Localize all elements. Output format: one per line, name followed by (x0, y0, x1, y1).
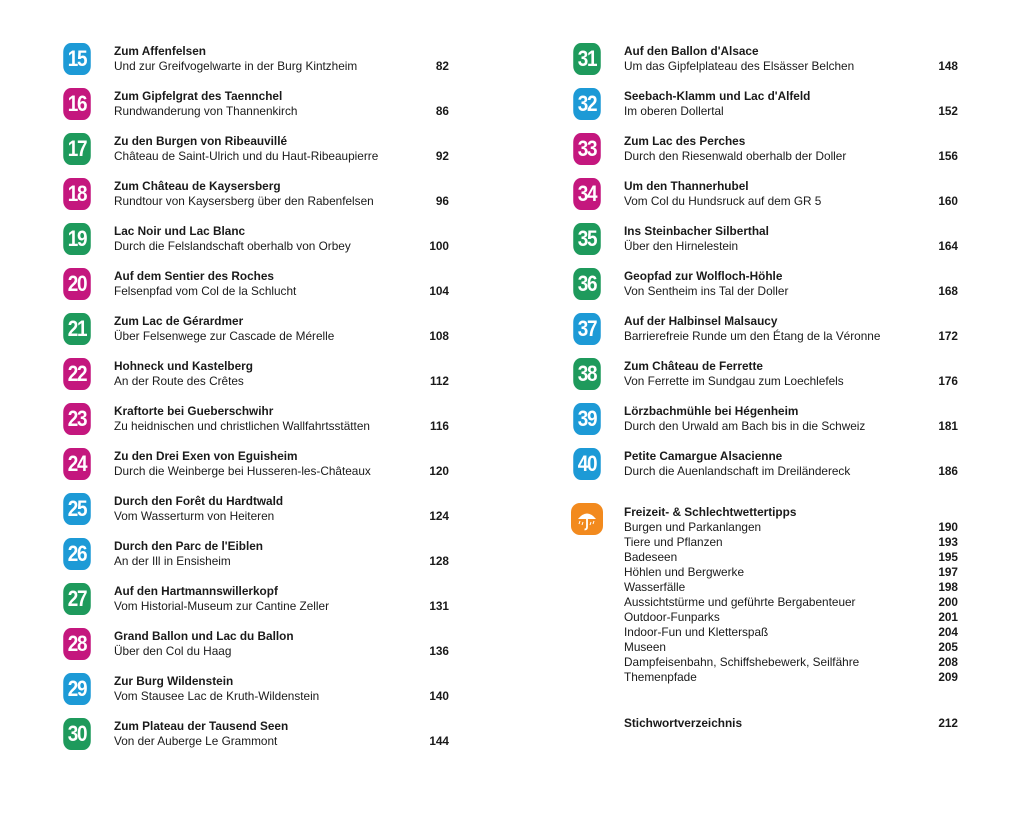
tour-subtitle: Durch den Riesenwald oberhalb der Doller (624, 149, 847, 163)
tour-page: 148 (938, 59, 958, 73)
tour-number-badge: 34 (573, 178, 601, 210)
tour-subtitle: An der Ill in Ensisheim (114, 554, 231, 568)
leisure-tip-label: Höhlen und Bergwerke (624, 565, 745, 579)
tour-page: 136 (429, 644, 449, 658)
leisure-tip-item[interactable] (624, 520, 958, 535)
tour-number-badge: 15 (63, 43, 91, 75)
tour-number-badge: 30 (63, 718, 91, 750)
leisure-tip-label: Outdoor-Funparks (624, 610, 720, 624)
leisure-tip-item[interactable] (624, 595, 958, 610)
tour-title: Auf der Halbinsel Malsaucy (624, 314, 778, 328)
tour-number-badge: 40 (573, 448, 601, 480)
tour-title: Ins Steinbacher Silberthal (624, 224, 769, 238)
tour-number-badge: 33 (573, 133, 601, 165)
tour-page: 82 (435, 59, 449, 73)
toc-entries-right (571, 41, 971, 491)
tour-subtitle: Vom Stausee Lac de Kruth-Wildenstein (114, 689, 320, 703)
tour-title: Durch den Parc de l'Eiblen (114, 539, 263, 553)
tour-subtitle: Im oberen Dollertal (624, 104, 724, 118)
tour-page: 186 (938, 464, 958, 478)
tour-title: Zu den Burgen von Ribeauvillé (114, 134, 288, 148)
tour-number-badge: 22 (63, 358, 91, 390)
leisure-tip-label: Museen (624, 640, 666, 654)
tour-number-badge: 31 (573, 43, 601, 75)
tour-subtitle: Vom Historial-Museum zur Cantine Zeller (114, 599, 330, 613)
toc-entry-21[interactable] (61, 311, 461, 356)
toc-entry-24[interactable] (61, 446, 461, 491)
toc-entry-38[interactable] (571, 356, 971, 401)
leisure-tip-item[interactable] (624, 640, 958, 655)
tour-number-badge: 35 (573, 223, 601, 255)
leisure-tip-label: Themenpfade (624, 670, 697, 684)
toc-entry-25[interactable] (61, 491, 461, 536)
toc-entry-30[interactable] (61, 716, 461, 761)
tour-subtitle: Barrierefreie Runde um den Étang de la Véronne (624, 329, 881, 343)
toc-entry-37[interactable] (571, 311, 971, 356)
toc-entry-26[interactable] (61, 536, 461, 581)
leisure-tip-item[interactable] (624, 565, 958, 580)
tour-page: 104 (429, 284, 449, 298)
tour-title: Kraftorte bei Gueberschwihr (114, 404, 274, 418)
tour-page: 172 (938, 329, 958, 343)
tour-subtitle: Von Sentheim ins Tal der Doller (624, 284, 789, 298)
tour-page: 108 (429, 329, 449, 343)
toc-entry-17[interactable] (61, 131, 461, 176)
toc-entry-16[interactable] (61, 86, 461, 131)
leisure-tip-page: 208 (938, 655, 958, 669)
tour-number-badge: 24 (63, 448, 91, 480)
tour-page: 100 (429, 239, 449, 253)
leisure-tip-page: 204 (938, 625, 958, 639)
tour-title: Zur Burg Wildenstein (114, 674, 234, 688)
leisure-tip-page: 201 (938, 610, 958, 624)
tour-page: 156 (938, 149, 958, 163)
tour-number-badge: 23 (63, 403, 91, 435)
tour-number-badge: 20 (63, 268, 91, 300)
toc-entry-35[interactable] (571, 221, 971, 266)
tour-title: Hohneck und Kastelberg (114, 359, 253, 373)
tour-number-badge: 25 (63, 493, 91, 525)
toc-entry-39[interactable] (571, 401, 971, 446)
tour-title: Zum Gipfelgrat des Taennchel (114, 89, 283, 103)
tour-page: 164 (938, 239, 958, 253)
leisure-tip-label: Indoor-Fun und Kletterspaß (624, 625, 769, 639)
tour-number-badge: 19 (63, 223, 91, 255)
tour-title: Seebach-Klamm und Lac d'Alfeld (624, 89, 811, 103)
leisure-tips-list (624, 520, 958, 685)
leisure-tip-item[interactable] (624, 610, 958, 625)
leisure-tip-item[interactable] (624, 670, 958, 685)
leisure-tip-label: Dampfeisenbahn, Schiffshebewerk, Seilfähre (624, 655, 860, 669)
tour-number-badge: 32 (573, 88, 601, 120)
tour-number-badge: 16 (63, 88, 91, 120)
leisure-tip-page: 200 (938, 595, 958, 609)
tour-subtitle: Zu heidnischen und christlichen Wallfahrtsstätten (114, 419, 370, 433)
leisure-tip-label: Badeseen (624, 550, 678, 564)
toc-entry-40[interactable] (571, 446, 971, 491)
index-entry[interactable] (571, 716, 971, 736)
tour-title: Um den Thannerhubel (624, 179, 749, 193)
tour-number-badge: 38 (573, 358, 601, 390)
toc-entry-31[interactable] (571, 41, 971, 86)
toc-entry-15[interactable] (61, 41, 461, 86)
toc-entry-34[interactable] (571, 176, 971, 221)
tour-number-badge: 29 (63, 673, 91, 705)
index-page: 212 (938, 716, 958, 730)
leisure-tip-label: Aussichtstürme und geführte Bergabenteuer (624, 595, 856, 609)
toc-column-right (571, 41, 971, 736)
tour-subtitle: Vom Wasserturm von Heiteren (114, 509, 275, 523)
tour-subtitle: Durch den Urwald am Bach bis in die Schweiz (624, 419, 866, 433)
index-title: Stichwortverzeichnis (624, 716, 743, 730)
leisure-tip-label: Tiere und Pflanzen (624, 535, 723, 549)
tour-page: 120 (429, 464, 449, 478)
umbrella-icon (571, 503, 603, 535)
tour-page: 92 (435, 149, 449, 163)
tour-page: 176 (938, 374, 958, 388)
tour-title: Geopfad zur Wolfloch-Höhle (624, 269, 783, 283)
tour-page: 181 (938, 419, 958, 433)
leisure-tips-section (571, 501, 971, 701)
tour-page: 144 (429, 734, 449, 748)
tour-page: 168 (938, 284, 958, 298)
leisure-tip-label: Burgen und Parkanlangen (624, 520, 762, 534)
tour-subtitle: Von der Auberge Le Grammont (114, 734, 278, 748)
tour-title: Lac Noir und Lac Blanc (114, 224, 246, 238)
toc-entry-18[interactable] (61, 176, 461, 221)
leisure-tip-page: 205 (938, 640, 958, 654)
leisure-tip-page: 190 (938, 520, 958, 534)
tour-page: 124 (429, 509, 449, 523)
tour-page: 152 (938, 104, 958, 118)
tour-subtitle: Durch die Weinberge bei Husseren-les-Châteaux (114, 464, 371, 478)
tour-subtitle: Um das Gipfelplateau des Elsässer Belchen (624, 59, 855, 73)
tour-number-badge: 28 (63, 628, 91, 660)
tour-title: Zu den Drei Exen von Eguisheim (114, 449, 298, 463)
toc-entry-36[interactable] (571, 266, 971, 311)
toc-entry-19[interactable] (61, 221, 461, 266)
tour-page: 160 (938, 194, 958, 208)
tour-number-badge: 26 (63, 538, 91, 570)
tour-subtitle: Über den Hirnelestein (624, 239, 739, 253)
tour-number-badge: 37 (573, 313, 601, 345)
leisure-tip-item[interactable] (624, 655, 958, 670)
tour-title: Zum Château de Ferrette (624, 359, 763, 373)
tour-number-badge: 36 (573, 268, 601, 300)
tour-subtitle: Felsenpfad vom Col de la Schlucht (114, 284, 297, 298)
tour-title: Auf den Ballon d'Alsace (624, 44, 759, 58)
tour-subtitle: Über Felsenwege zur Cascade de Mérelle (114, 329, 335, 343)
tour-subtitle: An der Route des Crêtes (114, 374, 244, 388)
leisure-tip-page: 198 (938, 580, 958, 594)
toc-entry-20[interactable] (61, 266, 461, 311)
tour-subtitle: Rundtour von Kaysersberg über den Rabenfelsen (114, 194, 374, 208)
toc-entry-29[interactable] (61, 671, 461, 716)
toc-entry-33[interactable] (571, 131, 971, 176)
tour-subtitle: Durch die Felslandschaft oberhalb von Orbey (114, 239, 351, 253)
tour-title: Auf dem Sentier des Roches (114, 269, 274, 283)
leisure-tip-item[interactable] (624, 625, 958, 640)
tour-page: 112 (429, 374, 449, 388)
toc-entry-22[interactable] (61, 356, 461, 401)
toc-entry-23[interactable] (61, 401, 461, 446)
tour-number-badge: 39 (573, 403, 601, 435)
tour-number-badge: 27 (63, 583, 91, 615)
tour-title: Zum Affenfelsen (114, 44, 206, 58)
tour-subtitle: Château de Saint-Ulrich und du Haut-Ribeaupierre (114, 149, 379, 163)
tour-title: Auf den Hartmannswillerkopf (114, 584, 278, 598)
tour-page: 131 (429, 599, 449, 613)
tour-subtitle: Über den Col du Haag (114, 644, 232, 658)
tour-number-badge: 21 (63, 313, 91, 345)
toc-entry-28[interactable] (61, 626, 461, 671)
tour-title: Zum Château de Kaysersberg (114, 179, 281, 193)
leisure-tip-item[interactable] (624, 550, 958, 565)
tour-page: 140 (429, 689, 449, 703)
tour-number-badge: 17 (63, 133, 91, 165)
tour-subtitle: Durch die Auenlandschaft im Dreiländereck (624, 464, 851, 478)
toc-entry-32[interactable] (571, 86, 971, 131)
tour-subtitle: Von Ferrette im Sundgau zum Loechlefels (624, 374, 844, 388)
tour-number-badge: 18 (63, 178, 91, 210)
tour-title: Grand Ballon und Lac du Ballon (114, 629, 294, 643)
tour-title: Zum Lac de Gérardmer (114, 314, 244, 328)
tour-title: Lörzbachmühle bei Hégenheim (624, 404, 799, 418)
tour-page: 96 (435, 194, 449, 208)
tour-title: Durch den Forêt du Hardtwald (114, 494, 284, 508)
leisure-tip-page: 195 (938, 550, 958, 564)
leisure-tip-item[interactable] (624, 535, 958, 550)
leisure-tip-item[interactable] (624, 580, 958, 595)
tour-subtitle: Rundwanderung von Thannenkirch (114, 104, 298, 118)
leisure-tip-page: 197 (938, 565, 958, 579)
tour-page: 128 (429, 554, 449, 568)
tour-title: Zum Lac des Perches (624, 134, 746, 148)
tour-title: Petite Camargue Alsacienne (624, 449, 783, 463)
leisure-tip-page: 209 (938, 670, 958, 684)
tour-subtitle: Und zur Greifvogelwarte in der Burg Kintzheim (114, 59, 358, 73)
tour-title: Zum Plateau der Tausend Seen (114, 719, 289, 733)
tour-page: 116 (429, 419, 449, 433)
toc-entry-27[interactable] (61, 581, 461, 626)
leisure-tip-label: Wasserfälle (624, 580, 686, 594)
leisure-tip-page: 193 (938, 535, 958, 549)
tour-page: 86 (435, 104, 449, 118)
tour-subtitle: Vom Col du Hundsruck auf dem GR 5 (624, 194, 822, 208)
toc-column-left (61, 41, 461, 761)
leisure-tips-title[interactable]: Freizeit- & Schlechtwettertipps (624, 505, 797, 519)
